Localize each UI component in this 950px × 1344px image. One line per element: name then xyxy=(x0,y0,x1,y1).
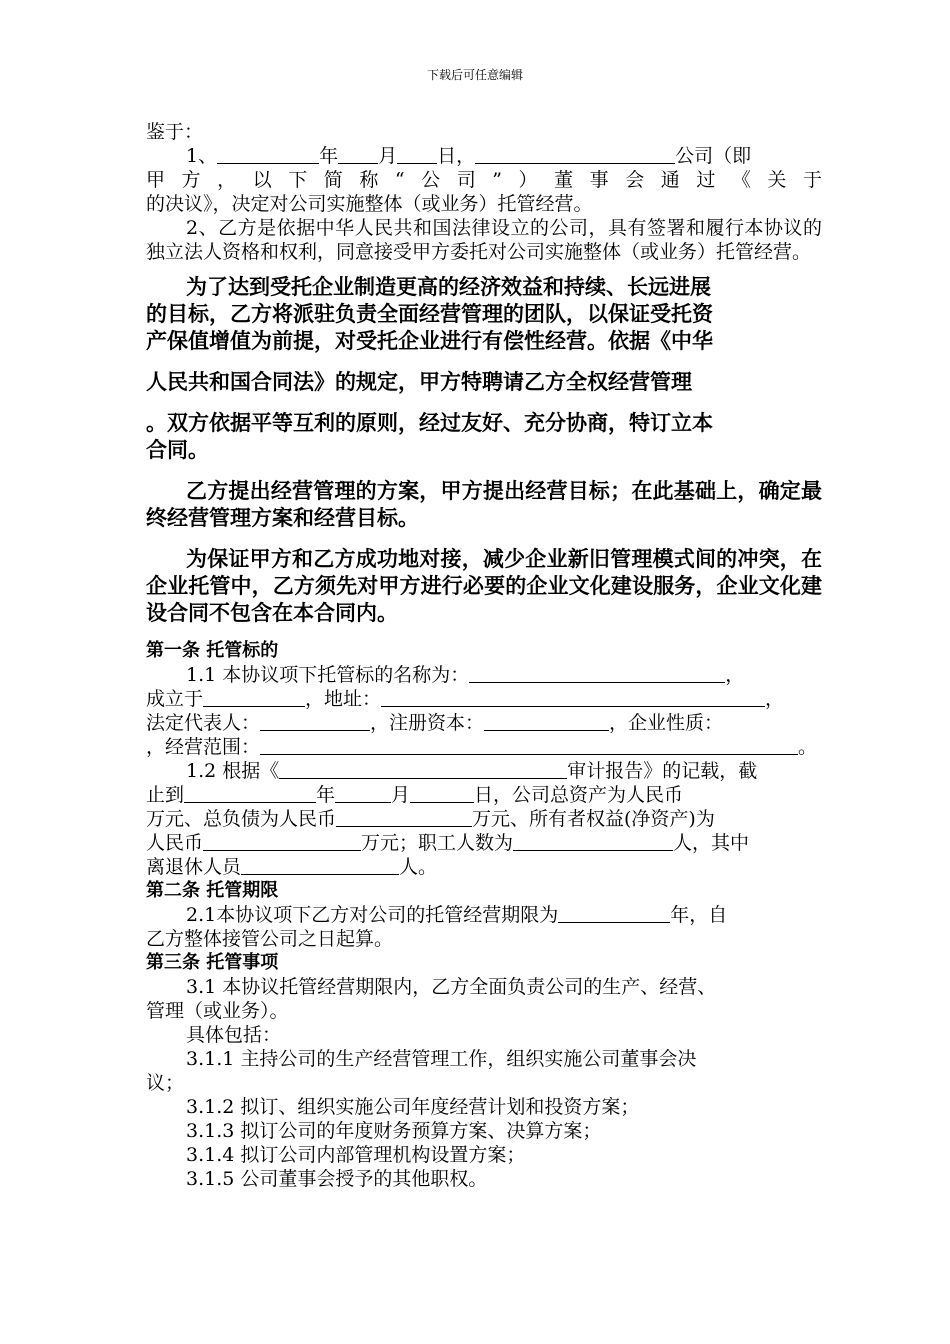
blank-audit-day xyxy=(410,784,474,803)
culture-paragraph: 为保证甲方和乙方成功地对接，减少企业新旧管理模式间的冲突，在企业托管中，乙方须先对甲方进行必要的企业文化建设服务，企业文化建设合同不包含在本合同内。 xyxy=(146,547,822,625)
art1-line-3: 法定代表人： ，注册资本： ，企业性质： xyxy=(146,712,724,734)
blank-retirees xyxy=(241,856,399,875)
art1-line-9: 离退休人员 人。 xyxy=(146,856,438,878)
purpose-line-3: 产保值增值为前提，对受托企业进行有偿性经营。依据《中华 xyxy=(146,329,713,353)
blank-established xyxy=(203,688,305,707)
art3-line-3: 具体包括： xyxy=(186,1024,282,1046)
art2-line-2: 乙方整体接管公司之日起算。 xyxy=(146,928,394,950)
whereas-item-1: 1、 年 月 日， 公司（即 xyxy=(186,145,752,167)
blank-audit-year xyxy=(184,784,316,803)
art3-line-1: 3.1 本协议托管经营期限内，乙方全面负责公司的生产、经营、 xyxy=(186,976,717,998)
art1-line-1: 1.1 本协议项下托管标的名称为： ， xyxy=(186,664,745,686)
art3-item-1-cont: 议； xyxy=(146,1072,185,1094)
purpose-line-6: 合同。 xyxy=(146,438,209,462)
blank-month xyxy=(338,145,378,164)
art3-item-1: 3.1.1 主持公司的生产经营管理工作，组织实施公司董事会决 xyxy=(186,1048,697,1070)
article-2-title: 第二条 托管期限 xyxy=(146,880,279,901)
blank-audit-month xyxy=(335,784,391,803)
art3-item-5: 3.1.5 公司董事会授予的其他职权。 xyxy=(186,1168,488,1190)
blank-address xyxy=(381,688,765,707)
blank-term-years xyxy=(558,904,670,923)
art1-line-6: 止到 年 月 日，公司总资产为人民币 xyxy=(146,784,684,806)
whereas-item-2: 2、乙方是依据中华人民共和国法律设立的公司，具有签署和履行本协议的独立法人资格和权利，同意接受甲方委托对公司实施整体（或业务）托管经营。 xyxy=(146,217,822,263)
whereas-item-1-line3: 的决议》，决定对公司实施整体（或业务）托管经营。 xyxy=(146,193,593,215)
blank-day xyxy=(397,145,437,164)
art1-line-5: 1.2 根据《 审计报告》的记载，截 xyxy=(186,760,758,782)
blank-company xyxy=(475,145,675,164)
purpose-line-2: 的目标，乙方将派驻负责全面经营管理的团队，以保证受托资 xyxy=(146,302,713,326)
blank-employees xyxy=(513,832,673,851)
purpose-line-4: 人民共和国合同法》的规定，甲方特聘请乙方全权经营管理 xyxy=(146,370,692,394)
blank-target-name xyxy=(469,664,725,683)
blank-scope xyxy=(260,736,798,755)
art1-line-2: 成立于 ，地址： ， xyxy=(146,688,785,710)
art3-item-4: 3.1.4 拟订公司内部管理机构设置方案； xyxy=(186,1144,526,1166)
art3-line-2: 管理（或业务）。 xyxy=(146,1000,289,1022)
art1-line-8: 人民币 万元；职工人数为 人，其中 xyxy=(146,832,750,854)
blank-equity xyxy=(203,832,361,851)
blank-capital xyxy=(484,712,609,731)
plan-paragraph: 乙方提出经营管理的方案，甲方提出经营目标；在此基础上，确定最终经营管理方案和经营目标。 xyxy=(146,479,822,530)
whereas-label: 鉴于： xyxy=(146,121,204,143)
purpose-line-5: 。双方依据平等互利的原则，经过友好、充分协商，特订立本 xyxy=(146,411,713,435)
blank-legal-rep xyxy=(260,712,370,731)
blank-audit-report xyxy=(279,760,567,779)
page-header: 下载后可任意编辑 xyxy=(426,68,523,82)
article-1-title: 第一条 托管标的 xyxy=(146,640,279,661)
art2-line-1: 2.1本协议项下乙方对公司的托管经营期限为 年，自 xyxy=(186,904,728,926)
whereas-item-1-line2: 甲方，以下简称“公司”）董事会通过《关于 xyxy=(146,169,822,191)
contract-page xyxy=(146,120,822,1191)
art1-line-7: 万元、总负债为人民币 万元、所有者权益(净资产)为 xyxy=(146,808,715,830)
article-3-title: 第三条 托管事项 xyxy=(146,952,279,973)
art1-line-4: ，经营范围： 。 xyxy=(146,736,818,758)
blank-liabilities xyxy=(336,808,472,827)
art3-item-2: 3.1.2 拟订、组织实施公司年度经营计划和投资方案； xyxy=(186,1096,640,1118)
blank-year xyxy=(217,145,319,164)
art3-item-3: 3.1.3 拟订公司的年度财务预算方案、决算方案； xyxy=(186,1120,602,1142)
purpose-line-1: 为了达到受托企业制造更高的经济效益和持续、长远进展 xyxy=(186,275,711,299)
